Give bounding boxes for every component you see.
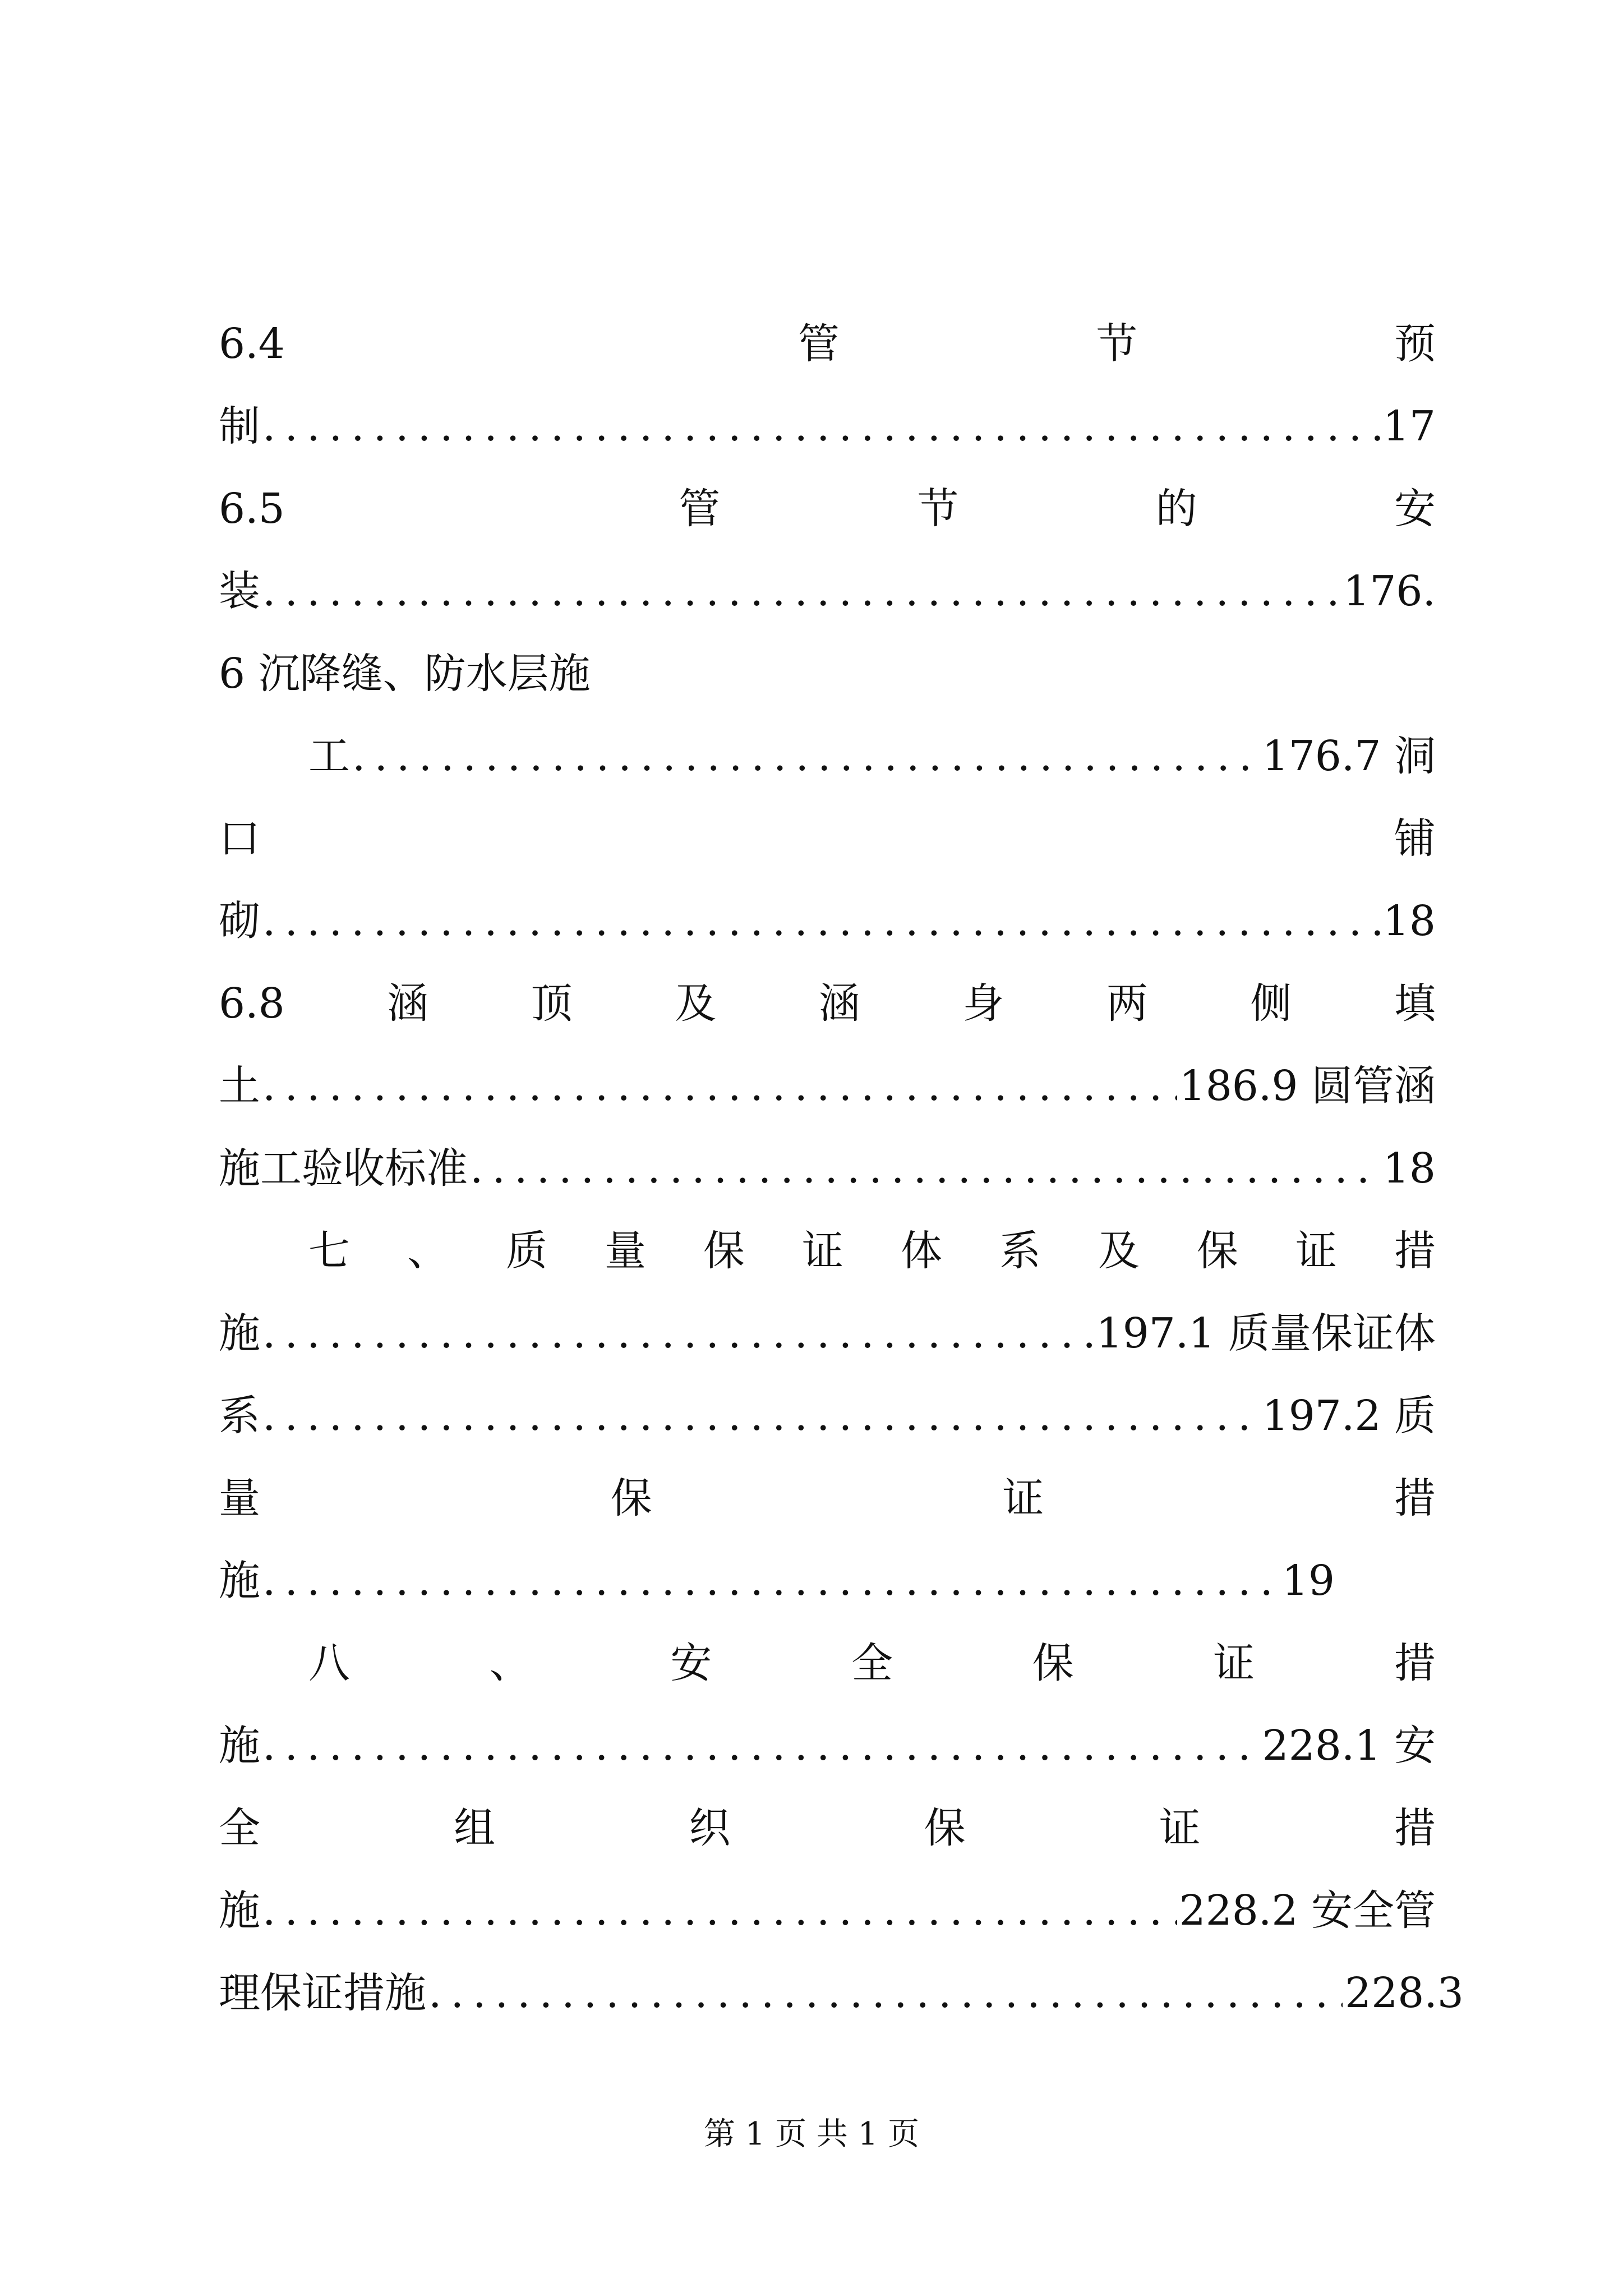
toc-text: 及 [1098,1227,1140,1275]
toc-text: 填 [1394,979,1436,1028]
toc-page-number: 18 [1382,1144,1436,1193]
toc-page-number: 228.3 [1345,1969,1464,2017]
toc-text: 保 [1197,1227,1238,1275]
toc-text: 证 [1002,1474,1044,1522]
toc-text: 顶 [531,979,573,1028]
toc-page-number: 18 [1382,897,1436,945]
dot-leader [262,1292,1094,1375]
toc-entry-title: 装 [219,567,260,615]
toc-line [219,1292,1436,1375]
toc-line [219,1952,1464,2035]
toc-text: 证 [1295,1227,1337,1275]
toc-text: 证 [1159,1804,1201,1852]
toc-entry-title: 土 [219,1062,260,1110]
toc-line [219,715,1436,798]
toc-text: 节 [917,485,959,533]
toc-entry-title: 施 [219,1722,260,1770]
toc-text: 及 [675,979,717,1028]
toc-text: 6.4 [219,320,285,368]
toc-page-number: 197.2 质 [1262,1392,1436,1440]
toc-line [219,1870,1436,1952]
toc-text: 6.8 [219,979,285,1028]
toc-text: 、 [407,1227,449,1275]
toc-entry-title: 制 [219,402,260,450]
toc-text: 措 [1394,1227,1436,1275]
toc-line [219,1210,1436,1292]
toc-text: 安 [670,1639,712,1687]
toc-line [219,1705,1436,1787]
toc-page-number: 228.1 安 [1262,1722,1436,1770]
toc-text: 织 [689,1804,731,1852]
toc-line [219,963,1436,1045]
toc-text: 管 [797,320,840,368]
toc-text: 措 [1394,1474,1436,1522]
toc-text: 八 [308,1639,350,1687]
toc-text: 措 [1394,1639,1436,1687]
toc-text: 身 [962,979,1004,1028]
toc-entry-title: 施 [219,1309,260,1358]
toc-text: 6 沉降缝、防水层施 [219,650,591,698]
toc-line [219,468,1436,550]
toc-text: 涵 [387,979,429,1028]
toc-page-number: 176.7 洞 [1262,732,1436,780]
dot-leader [262,1045,1177,1128]
dot-leader [428,1952,1343,2035]
toc-line [219,1540,1335,1622]
toc-line [219,550,1436,633]
toc-entry-title: 系 [219,1392,260,1440]
toc-line [219,798,1436,880]
toc-text: 体 [901,1227,942,1275]
toc-page-number: 186.9 圆管涵 [1179,1062,1436,1110]
toc-text: 措 [1394,1804,1436,1852]
toc-entry-title: 施 [219,1557,260,1605]
toc-line [219,1128,1436,1210]
toc-text: 保 [610,1474,652,1522]
toc-line [219,1375,1436,1457]
table-of-contents [219,303,1464,2035]
toc-text: 、 [489,1639,531,1687]
toc-text: 保 [1032,1639,1074,1687]
toc-line [219,385,1436,468]
toc-page-number: 197.1 质量保证体 [1096,1309,1436,1358]
toc-text: 证 [802,1227,843,1275]
toc-text: 安 [1394,485,1436,533]
dot-leader [262,880,1381,963]
toc-entry-title: 施 [219,1887,260,1935]
toc-text: 量 [219,1474,260,1522]
toc-text: 七 [308,1227,350,1275]
toc-text: 的 [1155,485,1197,533]
dot-leader [352,715,1260,798]
toc-text: 节 [1096,320,1138,368]
dot-leader [262,1870,1177,1952]
toc-text: 全 [851,1639,893,1687]
toc-text: 预 [1394,320,1436,368]
toc-entry-title: 理保证措施 [219,1969,426,2017]
toc-text: 全 [219,1804,260,1852]
dot-leader [262,1705,1260,1787]
dot-leader [262,1540,1280,1622]
toc-line [219,1457,1436,1540]
toc-text: 铺 [1394,815,1436,863]
toc-entry-title: 砌 [219,897,260,945]
toc-text: 保 [924,1804,966,1852]
toc-text: 组 [454,1804,496,1852]
toc-line [219,1787,1436,1870]
toc-page-number: 17 [1382,402,1436,450]
toc-text: 涵 [818,979,860,1028]
toc-page-number: 176. [1343,567,1436,615]
toc-entry-title: 施工验收标准 [219,1144,468,1193]
toc-line [219,1622,1436,1705]
toc-text: 量 [605,1227,646,1275]
page-footer: 第 1 页 共 1 页 [703,2116,920,2152]
toc-text: 证 [1213,1639,1255,1687]
dot-leader [262,550,1341,633]
toc-text: 侧 [1250,979,1292,1028]
toc-entry-title: 工 [308,732,350,780]
toc-page-number: 19 [1281,1557,1335,1605]
toc-text: 6.5 [219,485,285,533]
dot-leader [470,1128,1381,1210]
toc-text: 管 [679,485,721,533]
dot-leader [262,1375,1260,1457]
toc-line [219,880,1436,963]
dot-leader [262,385,1381,468]
toc-text: 系 [999,1227,1041,1275]
toc-text: 口 [219,815,260,863]
toc-text: 两 [1106,979,1148,1028]
toc-line [219,303,1436,385]
toc-page-number: 228.2 安全管 [1179,1887,1436,1935]
toc-line [219,633,1436,715]
toc-line [219,1045,1436,1128]
toc-text: 质 [506,1227,547,1275]
toc-text: 保 [703,1227,745,1275]
